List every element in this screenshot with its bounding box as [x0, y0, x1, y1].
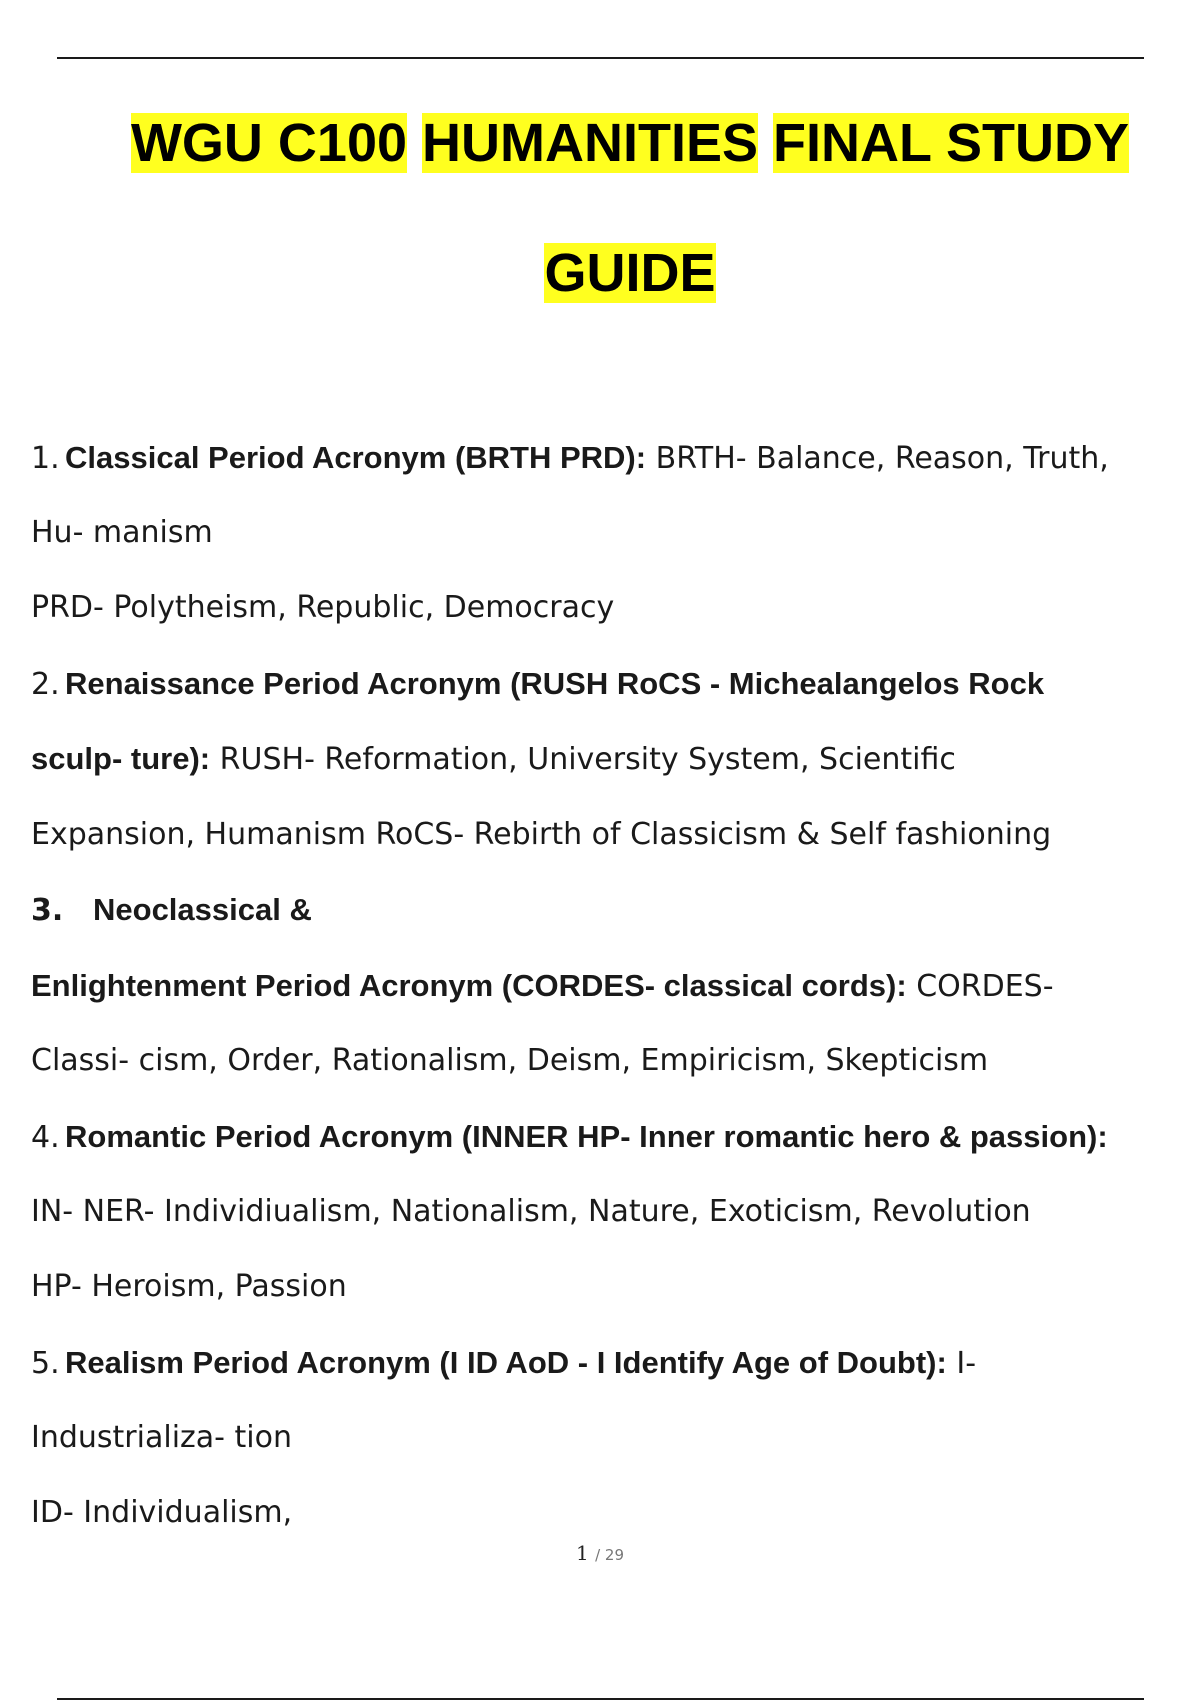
page-title [0, 110, 1200, 176]
item-heading: Renaissance Period Acronym (RUSH RoCS - Michealangelos Rock [65, 666, 1045, 701]
item-heading-cont: Enlightenment Period Acronym (CORDES- classical cords): [31, 968, 907, 1003]
item-number: 4. [31, 1120, 60, 1155]
title-part-2: HUMANITIES [422, 113, 759, 173]
page-title-line-2 [0, 240, 1200, 306]
item-4-line-2: IN- NER- Individiualism, Nationalism, Nature, Exoticism, Revolution [31, 1194, 1031, 1229]
item-1-line-3: PRD- Polytheism, Republic, Democracy [31, 590, 615, 625]
list-item-4 [31, 1117, 1108, 1158]
item-3-line-3: Classi- cism, Order, Rationalism, Deism, Empiricism, Skepticism [31, 1043, 989, 1078]
item-4-line-3: HP- Heroism, Passion [31, 1269, 347, 1304]
item-text: I- [946, 1346, 977, 1381]
list-item-2 [31, 664, 1044, 705]
item-heading: Classical Period Acronym (BRTH PRD): [65, 440, 647, 475]
item-text: BRTH- Balance, Reason, Truth, [646, 441, 1109, 476]
list-item-1 [31, 438, 1109, 479]
list-item-5 [31, 1343, 976, 1384]
item-text: RUSH- Reformation, University System, Scientific [210, 742, 956, 777]
item-3-line-2 [31, 966, 1054, 1007]
title-guide: GUIDE [544, 243, 716, 303]
title-part-3: FINAL STUDY [773, 113, 1130, 173]
item-2-line-3: Expansion, Humanism RoCS- Rebirth of Classicism & Self fashioning [31, 817, 1052, 852]
page-total: / 29 [595, 1546, 624, 1564]
item-heading: Realism Period Acronym (I ID AoD - I Identify Age of Doubt): [65, 1345, 947, 1380]
list-item-3 [31, 890, 312, 931]
item-text: CORDES- [906, 969, 1054, 1004]
item-number: 1. [31, 441, 60, 476]
page-indicator [0, 1541, 1200, 1565]
item-number: 5. [31, 1346, 60, 1381]
item-heading-cont: sculp- ture): [31, 741, 211, 776]
item-heading: Neoclassical & [93, 892, 312, 927]
item-number: 2. [31, 667, 60, 702]
title-part-1: WGU C100 [130, 113, 408, 173]
item-2-line-2 [31, 739, 956, 780]
top-rule [57, 57, 1144, 59]
page-current: 1 [575, 1541, 589, 1565]
item-5-line-3: ID- Individualism, [31, 1495, 293, 1530]
item-5-line-2: Industrializa- tion [31, 1420, 292, 1455]
item-1-line-2: Hu- manism [31, 515, 213, 550]
item-heading: Romantic Period Acronym (INNER HP- Inner romantic hero & passion): [65, 1119, 1108, 1154]
item-number: 3. [31, 893, 64, 928]
